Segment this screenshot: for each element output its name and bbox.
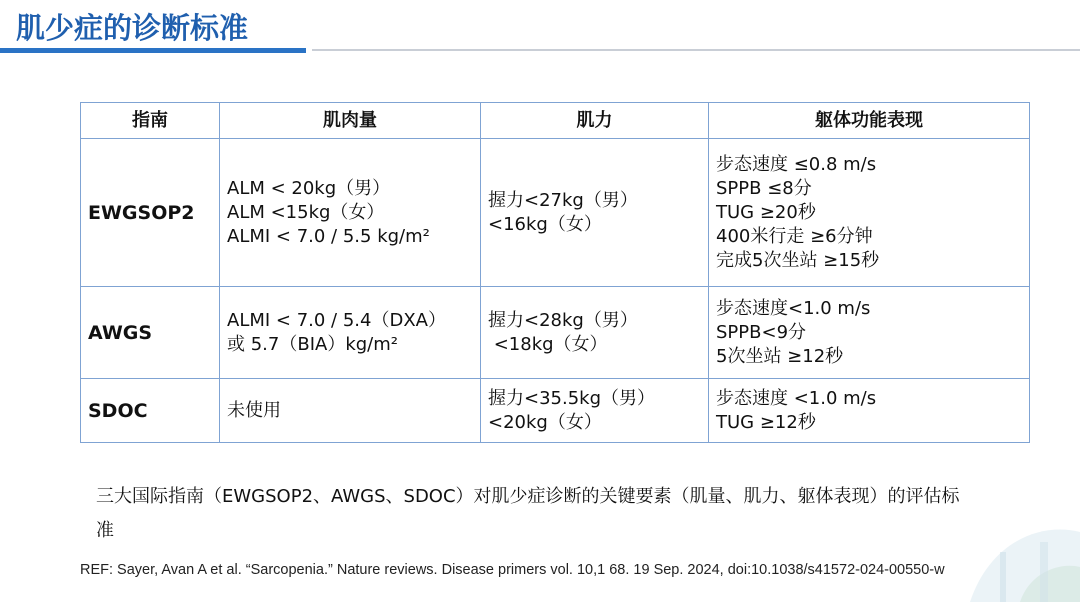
performance-cell: [709, 139, 1030, 287]
criterion-line: 步态速度 ≤0.8 m/s: [716, 153, 877, 175]
strength-cell: [481, 139, 709, 287]
header-strength: 肌力: [481, 103, 709, 139]
muscle-mass-cell: [220, 287, 481, 379]
table-row-sdoc: [81, 379, 1030, 443]
criterion-line: ALM <15kg（女）: [227, 201, 385, 223]
strength-cell: [481, 287, 709, 379]
criterion-line: TUG ≥12秒: [716, 411, 816, 433]
criterion-line: SPPB<9分: [716, 321, 807, 343]
muscle-mass-cell: [220, 379, 481, 443]
criterion-line: <20kg（女）: [488, 411, 602, 433]
guideline-name: EWGSOP2: [81, 139, 220, 287]
criterion-line: 握力<35.5kg（男）: [488, 387, 656, 409]
criterion-line: ALMI < 7.0 / 5.5 kg/m²: [227, 225, 430, 247]
performance-cell: [709, 379, 1030, 443]
reference-citation: REF: Sayer, Avan A et al. “Sarcopenia.” Nature reviews. Disease primers vol. 10,1 68. 19 Sep. 2024, doi:10.1038/s41572-024-00550-w: [80, 562, 945, 578]
table-row-awgs: [81, 287, 1030, 379]
criterion-line: 或 5.7（BIA）kg/m²: [227, 333, 398, 355]
criterion-line: 握力<28kg（男）: [488, 309, 638, 331]
table-caption: 三大国际指南（EWGSOP2、AWGS、SDOC）对肌少症诊断的关键要素（肌量、肌力、躯体表现）的评估标准: [96, 486, 960, 541]
criterion-line: ALMI < 7.0 / 5.4（DXA）: [227, 309, 446, 331]
criterion-line: 5次坐站 ≥12秒: [716, 345, 844, 367]
header-performance: 躯体功能表现: [709, 103, 1030, 139]
criterion-line: 步态速度 <1.0 m/s: [716, 387, 877, 409]
criteria-table: [80, 102, 1030, 443]
header-guideline: 指南: [81, 103, 220, 139]
guideline-name: SDOC: [81, 379, 220, 443]
performance-cell: [709, 287, 1030, 379]
criterion-line: 400米行走 ≥6分钟: [716, 225, 873, 247]
criterion-line: TUG ≥20秒: [716, 201, 816, 223]
criterion-line: <16kg（女）: [488, 213, 602, 235]
table-header-row: [81, 103, 1030, 139]
strength-cell: [481, 379, 709, 443]
criterion-line: <18kg（女）: [488, 333, 608, 355]
criterion-line: 握力<27kg（男）: [488, 189, 638, 211]
guideline-name: AWGS: [81, 287, 220, 379]
criterion-line: 步态速度<1.0 m/s: [716, 297, 871, 319]
header-muscle-mass: 肌肉量: [220, 103, 481, 139]
table-row-ewgsop2: [81, 139, 1030, 287]
muscle-mass-cell: [220, 139, 481, 287]
criterion-line: 未使用: [227, 399, 281, 421]
title-underline-accent: [0, 48, 306, 53]
page-title: 肌少症的诊断标准: [16, 11, 249, 45]
title-underline-divider: [312, 49, 1080, 51]
criterion-line: 完成5次坐站 ≥15秒: [716, 249, 880, 271]
criterion-line: ALM < 20kg（男）: [227, 177, 391, 199]
criterion-line: SPPB ≤8分: [716, 177, 812, 199]
